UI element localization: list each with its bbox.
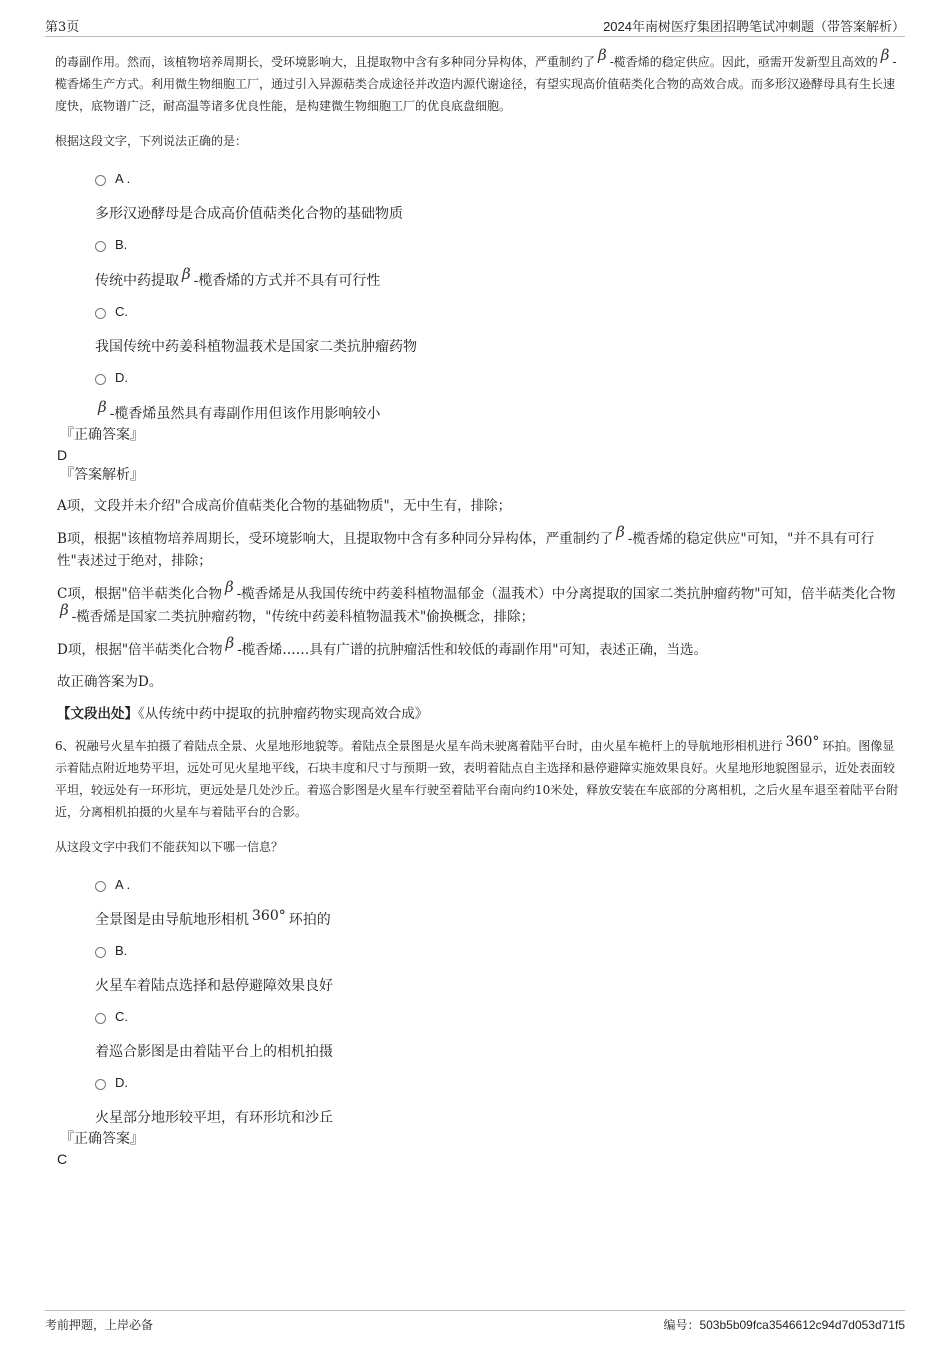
q6-option-a[interactable]	[95, 873, 902, 895]
q6-option-c[interactable]	[95, 1005, 902, 1027]
beta-symbol: β	[880, 46, 890, 64]
beta-symbol: β	[60, 601, 69, 619]
q6-option-b-text: 火星车着陆点选择和悬停避障效果良好	[95, 978, 333, 994]
q5-option-a-text: 多形汉逊酵母是合成高价值萜类化合物的基础物质	[95, 206, 403, 222]
footer-slogan: 考前押题，上岸必备	[45, 1318, 154, 1332]
beta-symbol: β	[182, 265, 191, 283]
option-letter: A .	[115, 170, 131, 186]
analysis-a: A项，文段并未介绍"合成高价值萜类化合物的基础物质"，无中生有，排除；	[57, 498, 512, 514]
q5-option-d-text: β -榄香烯虽然具有毒副作用但该作用影响较小	[95, 402, 902, 425]
radio-button[interactable]	[95, 881, 106, 892]
q6-option-b[interactable]	[95, 939, 902, 961]
document-code: 编号：503b5b09fca3546612c94d7d053d71f5	[663, 1318, 905, 1332]
radio-button[interactable]	[95, 308, 106, 319]
page-footer	[45, 1310, 905, 1333]
q6-prompt: 从这段文字中我们不能获知以下哪一信息？	[55, 840, 284, 854]
analysis-b: B项，根据"该植物培养周期长，受环境影响大，且提取物中含有多种同分异构体，严重制约了 β -榄香烯的稳定供应"可知，"并不具有可行性"表述过于绝对，排除；	[57, 523, 875, 569]
q5-option-b-text: 传统中药提取 β -榄香烯的方式并不具有可行性	[95, 265, 381, 289]
option-letter: B.	[115, 236, 128, 252]
q5-passage: 的毒副作用。然而，该植物培养周期长，受环境影响大，且提取物中含有多种同分异构体，严重制约了 β -榄香烯的稳定供应。因此，亟需开发新型且高效的 β -榄香烯生产方式。利用微生物细胞工厂，通过引入异源萜类合成途径并改造内源代谢途径，有望实现高价值萜类化合物的高效合成。而多形汉逊酵母具有生长速度快，底物谱广泛，耐高温等诸多优良性能，是构建微生物细胞工厂的优良底盘细胞。	[55, 46, 897, 113]
document-title: 2024年南树医疗集团招聘笔试冲刺题（带答案解析）	[603, 18, 905, 34]
q5-option-c[interactable]	[95, 300, 902, 322]
radio-button[interactable]	[95, 374, 106, 385]
q5-option-a[interactable]	[95, 167, 902, 189]
option-letter: D.	[115, 1074, 128, 1090]
page-number: 第3页	[45, 19, 80, 35]
analysis-c: C项，根据"倍半萜类化合物 β -榄香烯是从我国传统中药姜科植物温郁金（温莪术）中分离提取的国家二类抗肿瘤药物"可知，倍半萜类化合物β -榄香烯是国家二类抗肿瘤药物，"传统中药姜科植物温莪术"偷换概念，排除；	[57, 578, 896, 625]
radio-button[interactable]	[95, 241, 106, 252]
degree-value: 360°	[785, 734, 820, 750]
q5-answer-label: 『正确答案』	[60, 427, 144, 443]
source-citation: 【文段出处】《从传统中药中提取的抗肿瘤药物实现高效合成》	[57, 706, 429, 722]
option-letter: B.	[115, 942, 128, 958]
option-letter: A .	[115, 876, 131, 892]
radio-button[interactable]	[95, 947, 106, 958]
q6-passage: 6、祝融号火星车拍摄了着陆点全景、火星地形地貌等。着陆点全景图是火星车尚未驶离着陆平台时，由火星车桅杆上的导航地形相机进行 360° 环拍。图像显示着陆点附近地势平坦，远处可见火星地平线，石块丰度和尺寸与预期一致，表明着陆点自主选择和悬停避障实施效果良好。火星地形地貌图显示，近处表面较平坦，较远处有一环形坑，更远处是几处沙丘。着巡合影图是火星车行驶至着陆平台南向约10米处，释放安装在车底部的分离相机，之后火星车退至着陆平台附近，分离相机拍摄的火星车与着陆平台的合影。	[55, 734, 899, 819]
q6-answer-label: 『正确答案』	[60, 1131, 144, 1147]
q6-answer: C	[57, 1151, 68, 1167]
q5-option-c-text: 我国传统中药姜科植物温莪术是国家二类抗肿瘤药物	[95, 339, 417, 355]
q5-prompt: 根据这段文字，下列说法正确的是：	[55, 134, 248, 148]
analysis-conclusion: 故正确答案为D。	[57, 674, 163, 690]
degree-value: 360°	[252, 908, 286, 924]
page-header	[45, 14, 905, 37]
radio-button[interactable]	[95, 1013, 106, 1024]
q6-option-d-text: 火星部分地形较平坦，有环形坑和沙丘	[95, 1110, 333, 1126]
option-letter: C.	[115, 303, 128, 319]
q6-option-c-text: 着巡合影图是由着陆平台上的相机拍摄	[95, 1044, 333, 1060]
q5-option-b[interactable]	[95, 233, 902, 255]
beta-symbol: β	[98, 398, 107, 416]
q5-option-d[interactable]	[95, 366, 902, 388]
analysis-d: D项，根据"倍半萜类化合物 β -榄香烯……具有广谱的抗肿瘤活性和较低的毒副作用"可知，表述正确，当选。	[57, 634, 707, 658]
option-letter: D.	[115, 369, 128, 385]
radio-button[interactable]	[95, 1079, 106, 1090]
beta-symbol: β	[598, 46, 607, 64]
beta-symbol: β	[225, 634, 235, 652]
beta-symbol: β	[616, 523, 625, 541]
q6-option-d[interactable]	[95, 1071, 902, 1093]
main-content	[55, 46, 902, 1169]
beta-symbol: β	[225, 578, 234, 596]
q6-option-a-text: 全景图是由导航地形相机 360° 环拍的	[95, 908, 331, 928]
radio-button[interactable]	[95, 175, 106, 186]
q5-answer: D	[57, 447, 68, 463]
q5-analysis-label: 『答案解析』	[60, 467, 144, 483]
option-letter: C.	[115, 1008, 128, 1024]
